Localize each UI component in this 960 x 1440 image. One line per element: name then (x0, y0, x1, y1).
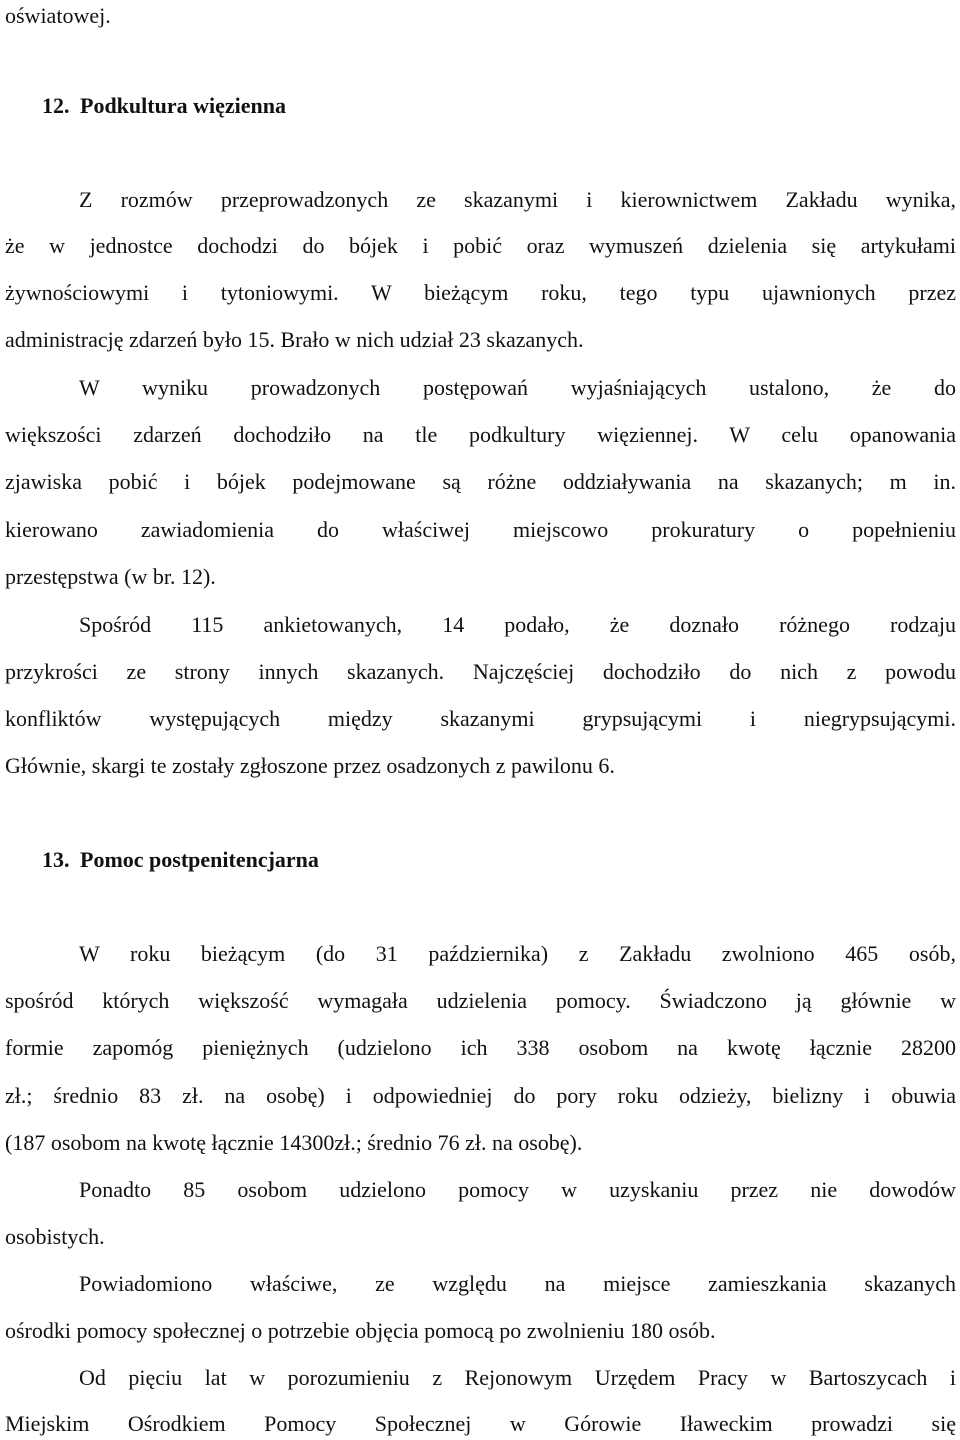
paragraph-line: że w jednostce dochodzi do bójek i pobić oraz wymuszeń dzielenia się artykułami (5, 233, 956, 258)
paragraph-line: kierowano zawiadomienia do właściwej miejscowo prokuratury o popełnieniu (5, 517, 956, 542)
paragraph-line: (187 osobom na kwotę łącznie 14300zł.; średnio 76 zł. na osobę). (5, 1130, 583, 1155)
top-fragment: oświatowej. (5, 3, 111, 28)
paragraph-line: Spośród 115 ankietowanych, 14 podało, że doznało różnego rodzaju (79, 612, 956, 637)
section-13-heading: Pomoc postpenitencjarna (80, 847, 319, 872)
paragraph-line: żywnościowymi i tytoniowymi. W bieżącym roku, tego typu ujawnionych przez (5, 280, 956, 305)
paragraph-line: W roku bieżącym (do 31 października) z Zakładu zwolniono 465 osób, (79, 941, 956, 966)
paragraph-line: osobistych. (5, 1224, 105, 1249)
paragraph-line: ośrodki pomocy społecznej o potrzebie objęcia pomocą po zwolnieniu 180 osób. (5, 1318, 716, 1343)
paragraph-line: przestępstwa (w br. 12). (5, 564, 216, 589)
paragraph-line: Głównie, skargi te zostały zgłoszone przez osadzonych z pawilonu 6. (5, 753, 615, 778)
section-12-heading: Podkultura więzienna (80, 93, 286, 118)
paragraph-line: Miejskim Ośrodkiem Pomocy Społecznej w Górowie Iławeckim prowadzi się (5, 1411, 956, 1436)
section-12-number: 12. (42, 93, 70, 118)
paragraph-line: konfliktów występujących między skazanymi grypsującymi i niegrypsującymi. (5, 706, 956, 731)
paragraph-line: W wyniku prowadzonych postępowań wyjaśniających ustalono, że do (79, 375, 956, 400)
section-13-number: 13. (42, 847, 70, 872)
paragraph-line: Z rozmów przeprowadzonych ze skazanymi i kierownictwem Zakładu wynika, (79, 187, 956, 212)
paragraph-line: spośród których większość wymagała udzielenia pomocy. Świadczono ją głównie w (5, 988, 956, 1013)
paragraph-line: administrację zdarzeń było 15. Brało w nich udział 23 skazanych. (5, 327, 584, 352)
paragraph-line: większości zdarzeń dochodziło na tle podkultury więziennej. W celu opanowania (5, 422, 956, 447)
paragraph-line: zjawiska pobić i bójek podejmowane są różne oddziaływania na skazanych; m in. (5, 469, 956, 494)
paragraph-line: przykrości ze strony innych skazanych. Najczęściej dochodziło do nich z powodu (5, 659, 956, 684)
paragraph-line: Powiadomiono właściwe, ze względu na miejsce zamieszkania skazanych (79, 1271, 956, 1296)
paragraph-line: Od pięciu lat w porozumieniu z Rejonowym Urzędem Pracy w Bartoszycach i (79, 1365, 956, 1390)
paragraph-line: Ponadto 85 osobom udzielono pomocy w uzyskaniu przez nie dowodów (79, 1177, 956, 1202)
paragraph-line: zł.; średnio 83 zł. na osobę) i odpowiedniej do pory roku odzieży, bielizny i obuwia (5, 1083, 956, 1108)
paragraph-line: formie zapomóg pieniężnych (udzielono ich 338 osobom na kwotę łącznie 28200 (5, 1035, 956, 1060)
